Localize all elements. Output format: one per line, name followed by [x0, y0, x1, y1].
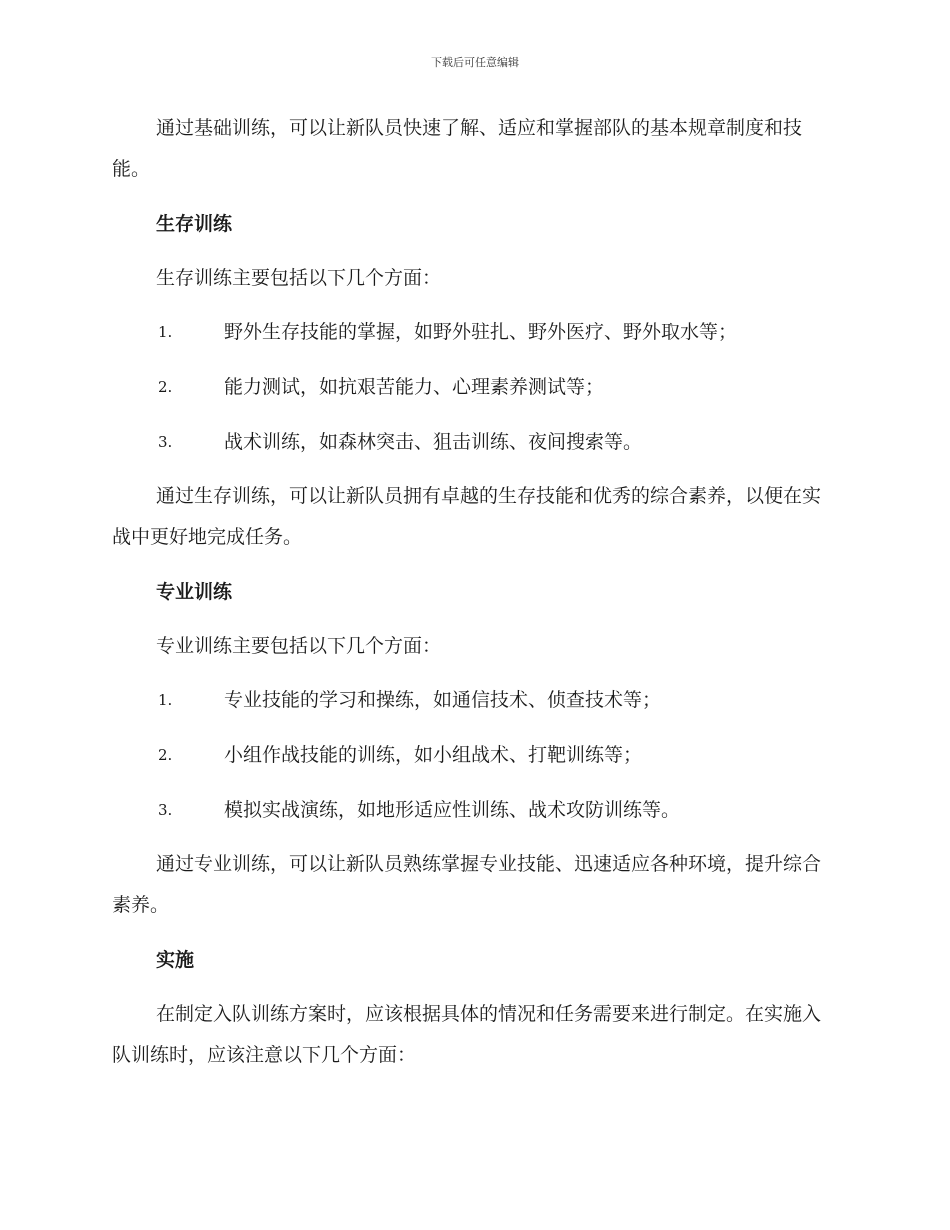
list-item-text: 专业技能的学习和操练，如通信技术、侦查技术等； — [224, 689, 662, 711]
list-item — [112, 367, 832, 407]
list-item — [112, 735, 832, 775]
section-heading-professional-training: 专业训练 — [156, 581, 233, 603]
paragraph-professional-training-summary: 通过专业训练，可以让新队员熟练掌握专业技能、迅速适应各种环境，提升综合素养。 — [112, 853, 822, 916]
paragraph-survival-training-summary: 通过生存训练，可以让新队员拥有卓越的生存技能和优秀的综合素养，以便在实战中更好地完成任务。 — [112, 485, 822, 548]
document-body — [112, 108, 832, 1090]
list-item-text: 模拟实战演练，如地形适应性训练、战术攻防训练等。 — [224, 799, 681, 821]
paragraph-implementation: 在制定入队训练方案时，应该根据具体的情况和任务需要来进行制定。在实施入队训练时，应该注意以下几个方面： — [112, 1003, 822, 1066]
list-item — [112, 790, 832, 830]
list-item-text: 野外生存技能的掌握，如野外驻扎、野外医疗、野外取水等； — [224, 321, 738, 343]
professional-training-intro: 专业训练主要包括以下几个方面： — [156, 635, 442, 657]
list-item-text: 小组作战技能的训练，如小组战术、打靶训练等； — [224, 744, 643, 766]
list-item — [112, 422, 832, 462]
list-number: 2. — [158, 746, 173, 764]
survival-training-intro: 生存训练主要包括以下几个方面： — [156, 267, 442, 289]
list-number: 1. — [158, 323, 173, 341]
section-heading-survival-training: 生存训练 — [156, 213, 233, 235]
page-header: 下载后可任意编辑 — [431, 56, 519, 69]
section-heading-implementation: 实施 — [156, 949, 195, 971]
list-item-text: 战术训练，如森林突击、狙击训练、夜间搜索等。 — [224, 431, 643, 453]
list-item — [112, 312, 832, 352]
professional-training-list — [112, 680, 832, 830]
survival-training-list — [112, 312, 832, 462]
list-number: 3. — [158, 433, 173, 451]
list-item — [112, 680, 832, 720]
list-number: 1. — [158, 691, 173, 709]
paragraph-basic-training-summary: 通过基础训练，可以让新队员快速了解、适应和掌握部队的基本规章制度和技能。 — [112, 117, 803, 180]
list-number: 2. — [158, 378, 173, 396]
list-item-text: 能力测试，如抗艰苦能力、心理素养测试等； — [224, 376, 605, 398]
list-number: 3. — [158, 801, 173, 819]
